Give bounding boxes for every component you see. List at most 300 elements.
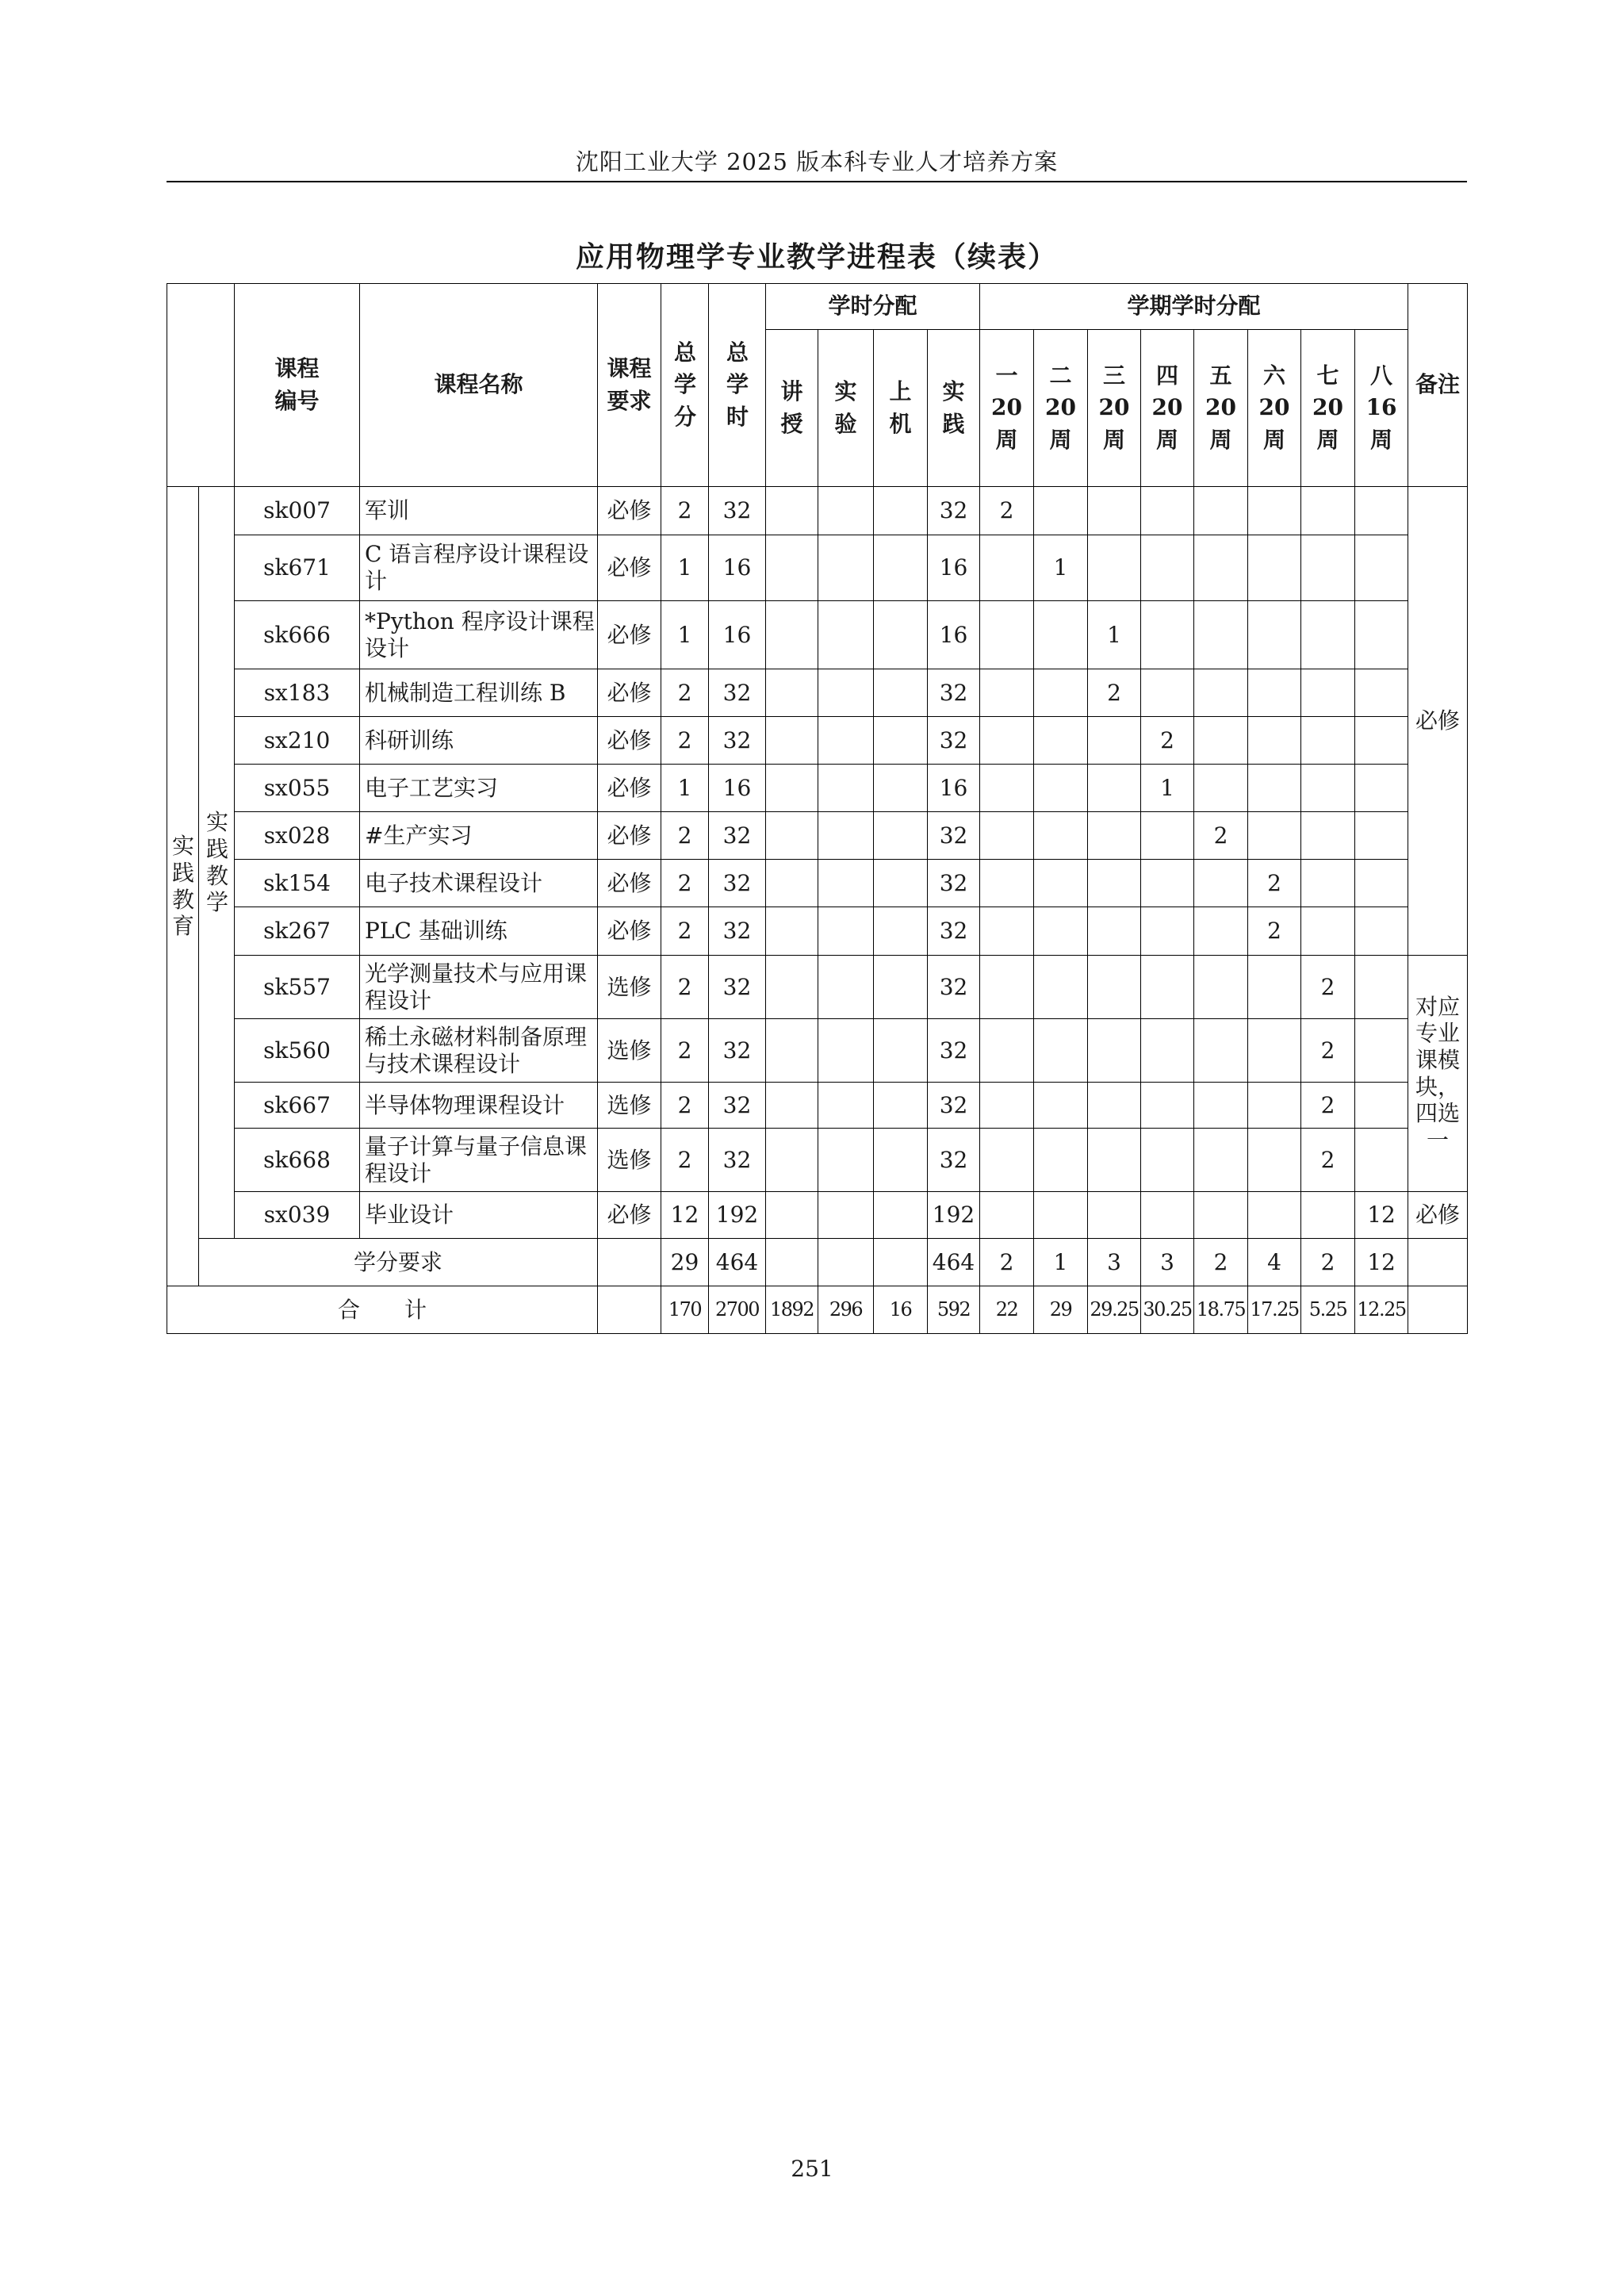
course-code: sx210 [235, 717, 360, 765]
semester-cell [980, 1083, 1034, 1129]
semester-cell [1194, 487, 1248, 535]
semester-cell [1248, 487, 1301, 535]
semester-cell [1141, 1192, 1194, 1239]
course-lecture [766, 1129, 818, 1192]
semester-cell [1355, 1129, 1408, 1192]
course-lecture [766, 765, 818, 812]
course-credits: 1 [661, 535, 709, 601]
table-row [167, 860, 1468, 907]
semester-cell [1088, 1129, 1141, 1192]
course-hours: 16 [709, 601, 766, 669]
semester-cell [1194, 765, 1248, 812]
header-semester-8: 八 16 周 [1355, 330, 1408, 487]
header-hour-distribution: 学时分配 [766, 284, 980, 330]
table-row [167, 1129, 1468, 1192]
table-row [167, 907, 1468, 956]
header-computer: 上机 [874, 330, 928, 487]
course-practice: 32 [928, 669, 980, 717]
semester-cell [1355, 956, 1408, 1019]
semester-cell [1355, 765, 1408, 812]
semester-cell [980, 812, 1034, 860]
course-hours: 16 [709, 535, 766, 601]
course-hours: 32 [709, 1129, 766, 1192]
course-computer [874, 535, 928, 601]
table-row [167, 765, 1468, 812]
semester-cell: 2 [1301, 956, 1355, 1019]
course-practice: 16 [928, 601, 980, 669]
course-lecture [766, 812, 818, 860]
table-row [167, 812, 1468, 860]
semester-cell [1088, 487, 1141, 535]
credit-requirement-practice: 464 [928, 1239, 980, 1286]
course-practice: 32 [928, 956, 980, 1019]
course-practice: 32 [928, 812, 980, 860]
semester-cell [980, 765, 1034, 812]
course-lecture [766, 601, 818, 669]
remark-last: 必修 [1408, 1192, 1468, 1239]
semester-cell [980, 535, 1034, 601]
semester-cell [1355, 907, 1408, 956]
course-practice: 16 [928, 535, 980, 601]
semester-cell [1141, 956, 1194, 1019]
header-semester-2: 二 20 周 [1034, 330, 1088, 487]
course-code: sk267 [235, 907, 360, 956]
table-row [167, 1192, 1468, 1239]
course-credits: 2 [661, 487, 709, 535]
course-requirement: 必修 [598, 487, 661, 535]
course-requirement: 必修 [598, 907, 661, 956]
semester-cell [1194, 717, 1248, 765]
total-computer: 16 [874, 1286, 928, 1334]
course-name: 电子工艺实习 [360, 765, 598, 812]
semester-cell: 17.25 [1248, 1286, 1301, 1334]
schedule-table [167, 283, 1468, 1334]
semester-cell [1301, 765, 1355, 812]
course-hours: 32 [709, 717, 766, 765]
total-remark-blank [1408, 1286, 1468, 1334]
header-experiment: 实验 [818, 330, 874, 487]
course-code: sx055 [235, 765, 360, 812]
semester-cell [1088, 717, 1141, 765]
semester-cell [980, 860, 1034, 907]
semester-cell [1141, 812, 1194, 860]
semester-cell [1194, 956, 1248, 1019]
course-lecture [766, 1192, 818, 1239]
header-course-name: 课程名称 [360, 284, 598, 487]
course-requirement: 选修 [598, 956, 661, 1019]
course-credits: 2 [661, 669, 709, 717]
total-practice: 592 [928, 1286, 980, 1334]
course-experiment [818, 907, 874, 956]
semester-cell [980, 1019, 1034, 1083]
course-experiment [818, 1019, 874, 1083]
course-experiment [818, 1129, 874, 1192]
course-experiment [818, 601, 874, 669]
semester-cell [1301, 601, 1355, 669]
course-requirement: 选修 [598, 1019, 661, 1083]
course-experiment [818, 812, 874, 860]
semester-cell [1194, 601, 1248, 669]
course-experiment [818, 535, 874, 601]
semester-cell [1141, 860, 1194, 907]
semester-cell [1034, 717, 1088, 765]
semester-cell [1034, 669, 1088, 717]
course-computer [874, 487, 928, 535]
semester-cell [1355, 487, 1408, 535]
course-experiment [818, 669, 874, 717]
semester-cell [1088, 812, 1141, 860]
header-practice: 实践 [928, 330, 980, 487]
subcategory-label: 实践教学 [199, 487, 235, 1239]
semester-cell [1194, 1083, 1248, 1129]
semester-cell [1194, 860, 1248, 907]
header-course-code: 课程编号 [235, 284, 360, 487]
course-computer [874, 860, 928, 907]
semester-cell [980, 1192, 1034, 1239]
course-name: 量子计算与量子信息课程设计 [360, 1129, 598, 1192]
course-computer [874, 1083, 928, 1129]
course-hours: 32 [709, 487, 766, 535]
total-experiment: 296 [818, 1286, 874, 1334]
course-lecture [766, 669, 818, 717]
course-hours: 32 [709, 669, 766, 717]
course-lecture [766, 956, 818, 1019]
course-requirement: 必修 [598, 601, 661, 669]
semester-cell: 4 [1248, 1239, 1301, 1286]
total-lecture: 1892 [766, 1286, 818, 1334]
table-row [167, 956, 1468, 1019]
course-credits: 2 [661, 1129, 709, 1192]
course-computer [874, 1129, 928, 1192]
course-code: sk560 [235, 1019, 360, 1083]
semester-cell [1194, 1192, 1248, 1239]
course-hours: 32 [709, 812, 766, 860]
semester-cell: 18.75 [1194, 1286, 1248, 1334]
course-computer [874, 601, 928, 669]
header-total-hours: 总学时 [709, 284, 766, 487]
course-computer [874, 1019, 928, 1083]
table-row [167, 487, 1468, 535]
semester-cell [1355, 669, 1408, 717]
semester-cell [1248, 1019, 1301, 1083]
semester-cell [1088, 1083, 1141, 1129]
table-row [167, 669, 1468, 717]
table-row [167, 1019, 1468, 1083]
semester-cell [1034, 601, 1088, 669]
course-credits: 2 [661, 1083, 709, 1129]
semester-cell [1088, 907, 1141, 956]
credit-requirement-experiment [818, 1239, 874, 1286]
course-code: sk154 [235, 860, 360, 907]
course-hours: 32 [709, 1083, 766, 1129]
semester-cell [1248, 812, 1301, 860]
semester-cell [1301, 860, 1355, 907]
credit-requirement-lecture [766, 1239, 818, 1286]
semester-cell [1141, 1129, 1194, 1192]
semester-cell [1355, 812, 1408, 860]
header-row-1 [167, 284, 1468, 330]
course-name: 稀土永磁材料制备原理与技术课程设计 [360, 1019, 598, 1083]
total-row [167, 1286, 1468, 1334]
semester-cell [1088, 535, 1141, 601]
page-header: 沈阳工业大学 2025 版本科专业人才培养方案 [575, 148, 1059, 175]
semester-cell [1194, 669, 1248, 717]
course-computer [874, 1192, 928, 1239]
semester-cell [1141, 535, 1194, 601]
credit-requirement-credits: 29 [661, 1239, 709, 1286]
course-credits: 2 [661, 1019, 709, 1083]
course-requirement: 选修 [598, 1083, 661, 1129]
semester-cell [1355, 535, 1408, 601]
semester-cell [1248, 601, 1301, 669]
remark-elective-group: 对应专业课模块，四选一 [1408, 956, 1468, 1192]
credit-requirement-remark-blank [1408, 1239, 1468, 1286]
semester-cell: 2 [980, 487, 1034, 535]
semester-cell [1355, 717, 1408, 765]
semester-cell [1301, 535, 1355, 601]
header-remarks: 备注 [1408, 284, 1468, 487]
header-semester-3: 三 20 周 [1088, 330, 1141, 487]
header-semester-5: 五 20 周 [1194, 330, 1248, 487]
course-name: 机械制造工程训练 B [360, 669, 598, 717]
semester-cell: 2 [980, 1239, 1034, 1286]
course-practice: 32 [928, 487, 980, 535]
semester-cell [1301, 907, 1355, 956]
semester-cell [1248, 669, 1301, 717]
semester-cell [1034, 812, 1088, 860]
semester-cell [1034, 1019, 1088, 1083]
semester-cell [1248, 765, 1301, 812]
course-computer [874, 669, 928, 717]
semester-cell [1141, 669, 1194, 717]
credit-requirement-computer [874, 1239, 928, 1286]
course-lecture [766, 487, 818, 535]
table-row [167, 1083, 1468, 1129]
remark-required-group: 必修 [1408, 487, 1468, 956]
course-code: sk667 [235, 1083, 360, 1129]
table-row [167, 535, 1468, 601]
course-lecture [766, 907, 818, 956]
course-hours: 32 [709, 956, 766, 1019]
course-name: 毕业设计 [360, 1192, 598, 1239]
course-lecture [766, 717, 818, 765]
course-credits: 12 [661, 1192, 709, 1239]
semester-cell [1141, 907, 1194, 956]
course-lecture [766, 860, 818, 907]
category-label: 实践教育 [167, 487, 199, 1286]
course-requirement: 必修 [598, 765, 661, 812]
semester-cell [1034, 1083, 1088, 1129]
course-code: sk007 [235, 487, 360, 535]
course-credits: 2 [661, 956, 709, 1019]
semester-cell [980, 601, 1034, 669]
semester-cell [1141, 1083, 1194, 1129]
course-experiment [818, 1083, 874, 1129]
semester-cell [1248, 956, 1301, 1019]
semester-cell: 2 [1301, 1129, 1355, 1192]
semester-cell [1248, 1083, 1301, 1129]
semester-cell [1301, 669, 1355, 717]
course-requirement: 必修 [598, 669, 661, 717]
semester-cell: 2 [1248, 860, 1301, 907]
header-semester-4: 四 20 周 [1141, 330, 1194, 487]
semester-cell [1248, 1129, 1301, 1192]
course-lecture [766, 1019, 818, 1083]
course-name: *Python 程序设计课程设计 [360, 601, 598, 669]
course-computer [874, 907, 928, 956]
semester-cell [1194, 1019, 1248, 1083]
semester-cell [1034, 860, 1088, 907]
semester-cell [1034, 487, 1088, 535]
credit-requirement-label: 学分要求 [199, 1239, 598, 1286]
semester-cell [1088, 956, 1141, 1019]
semester-cell [1194, 907, 1248, 956]
semester-cell: 1 [1034, 1239, 1088, 1286]
header-lecture: 讲授 [766, 330, 818, 487]
semester-cell: 12 [1355, 1239, 1408, 1286]
semester-cell [980, 669, 1034, 717]
semester-cell: 2 [1301, 1239, 1355, 1286]
course-code: sk671 [235, 535, 360, 601]
table-row [167, 601, 1468, 669]
semester-cell [1248, 1192, 1301, 1239]
semester-cell [1088, 1019, 1141, 1083]
semester-cell [1141, 1019, 1194, 1083]
semester-cell: 12 [1355, 1192, 1408, 1239]
course-requirement: 必修 [598, 860, 661, 907]
course-credits: 1 [661, 765, 709, 812]
course-lecture [766, 1083, 818, 1129]
semester-cell [1301, 717, 1355, 765]
course-requirement: 必修 [598, 812, 661, 860]
semester-cell [1355, 601, 1408, 669]
semester-cell [1088, 860, 1141, 907]
course-hours: 16 [709, 765, 766, 812]
course-hours: 32 [709, 907, 766, 956]
table-header [167, 284, 1468, 487]
semester-cell [1141, 601, 1194, 669]
semester-cell [980, 907, 1034, 956]
course-computer [874, 717, 928, 765]
course-credits: 1 [661, 601, 709, 669]
credit-requirement-blank [598, 1239, 661, 1286]
course-name: 电子技术课程设计 [360, 860, 598, 907]
course-code: sk666 [235, 601, 360, 669]
semester-cell: 22 [980, 1286, 1034, 1334]
semester-cell: 2 [1248, 907, 1301, 956]
total-label: 合 计 [167, 1286, 598, 1334]
course-code: sk557 [235, 956, 360, 1019]
header-category-blank [167, 284, 235, 487]
semester-cell [1088, 765, 1141, 812]
course-computer [874, 765, 928, 812]
course-code: sk668 [235, 1129, 360, 1192]
course-lecture [766, 535, 818, 601]
course-credits: 2 [661, 717, 709, 765]
course-credits: 2 [661, 860, 709, 907]
course-practice: 192 [928, 1192, 980, 1239]
course-code: sx039 [235, 1192, 360, 1239]
table-title: 应用物理学专业教学进程表（续表） [575, 240, 1058, 274]
semester-cell [980, 1129, 1034, 1192]
course-name: 半导体物理课程设计 [360, 1083, 598, 1129]
course-experiment [818, 860, 874, 907]
header-requirement: 课程要求 [598, 284, 661, 487]
course-practice: 32 [928, 907, 980, 956]
semester-cell: 2 [1141, 717, 1194, 765]
credit-requirement-row [167, 1239, 1468, 1286]
course-code: sx028 [235, 812, 360, 860]
semester-cell [1034, 907, 1088, 956]
semester-cell: 1 [1034, 535, 1088, 601]
semester-cell: 2 [1194, 812, 1248, 860]
page-number: 251 [791, 2156, 833, 2182]
course-experiment [818, 956, 874, 1019]
course-practice: 32 [928, 1129, 980, 1192]
semester-cell: 12.25 [1355, 1286, 1408, 1334]
semester-cell [980, 956, 1034, 1019]
semester-cell: 5.25 [1301, 1286, 1355, 1334]
table-row [167, 717, 1468, 765]
semester-cell: 30.25 [1141, 1286, 1194, 1334]
course-requirement: 必修 [598, 535, 661, 601]
course-experiment [818, 717, 874, 765]
semester-cell [1088, 1192, 1141, 1239]
semester-cell [1034, 1129, 1088, 1192]
semester-cell: 1 [1141, 765, 1194, 812]
course-name: 光学测量技术与应用课程设计 [360, 956, 598, 1019]
course-practice: 32 [928, 860, 980, 907]
semester-cell [1355, 1019, 1408, 1083]
semester-cell [1355, 1083, 1408, 1129]
total-blank [598, 1286, 661, 1334]
header-semester-distribution: 学期学时分配 [980, 284, 1408, 330]
semester-cell: 2 [1301, 1083, 1355, 1129]
semester-cell: 29 [1034, 1286, 1088, 1334]
semester-cell: 2 [1301, 1019, 1355, 1083]
semester-cell [1194, 1129, 1248, 1192]
header-semester-1: 一 20 周 [980, 330, 1034, 487]
total-hours: 2700 [709, 1286, 766, 1334]
semester-cell: 3 [1141, 1239, 1194, 1286]
semester-cell [1301, 812, 1355, 860]
course-hours: 192 [709, 1192, 766, 1239]
course-credits: 2 [661, 907, 709, 956]
course-code: sx183 [235, 669, 360, 717]
header-rule [167, 181, 1467, 182]
course-name: 军训 [360, 487, 598, 535]
semester-cell [1034, 956, 1088, 1019]
semester-cell [980, 717, 1034, 765]
course-name: PLC 基础训练 [360, 907, 598, 956]
course-hours: 32 [709, 860, 766, 907]
course-name: C 语言程序设计课程设计 [360, 535, 598, 601]
course-hours: 32 [709, 1019, 766, 1083]
course-requirement: 必修 [598, 717, 661, 765]
course-practice: 16 [928, 765, 980, 812]
course-experiment [818, 765, 874, 812]
course-practice: 32 [928, 1083, 980, 1129]
header-semester-6: 六 20 周 [1248, 330, 1301, 487]
course-practice: 32 [928, 717, 980, 765]
total-credits: 170 [661, 1286, 709, 1334]
course-requirement: 选修 [598, 1129, 661, 1192]
table-body [167, 487, 1468, 1334]
semester-cell [1141, 487, 1194, 535]
semester-cell [1034, 765, 1088, 812]
semester-cell [1301, 1192, 1355, 1239]
semester-cell [1301, 487, 1355, 535]
